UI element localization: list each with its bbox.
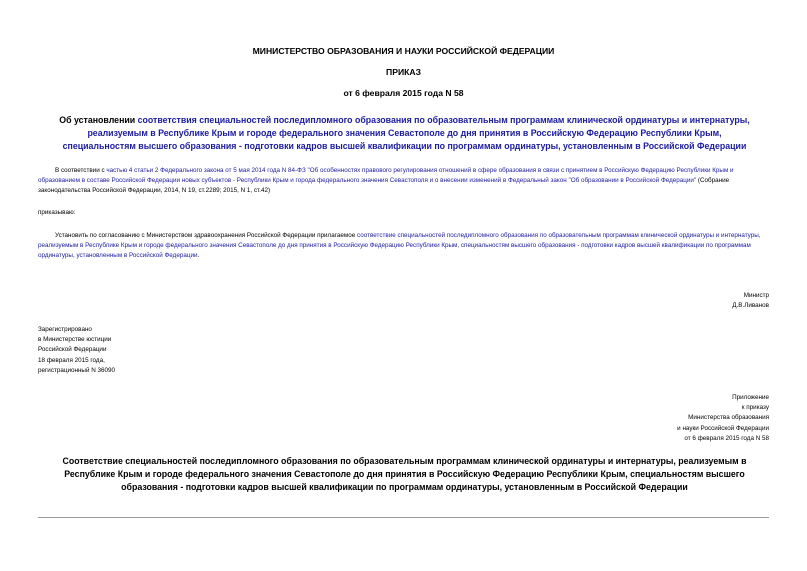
appendix-line: от 6 февраля 2015 года N 58 [684, 434, 769, 442]
order-date: от 6 февраля 2015 года N 58 [343, 88, 464, 98]
preamble-suffix: (Собрание законодательства Российской Федерации, 2014, N 19, ст.2289; 2015, N 1, ст.42) [38, 177, 730, 195]
order-prefix: Установить по согласованию с Министерством здравоохранения Российской Федерации прилагаемое [55, 232, 357, 239]
signature-block [732, 291, 769, 311]
horizontal-divider [38, 517, 769, 518]
signer-position: Министр [743, 292, 769, 299]
registration-block [38, 325, 115, 376]
signer-name: Д.В.Ливанов [732, 302, 769, 310]
registration-line: в Министерстве юстиции [38, 336, 112, 344]
order-paragraph [38, 231, 770, 262]
ordered-label: приказываю: [38, 209, 76, 216]
correspondence-title: Соответствие специальностей последипломного образования по образовательным программам клинической ординатуры и интернатуры, реализуемым в Республике Крым и городе федерального значения Севастополе до дня принятия в Российскую Федерацию Республики Крым, специальностям высшего образования - подготовки кадров высшей квалификации по программам ординатуры, установленным в Российской Федерации [62, 456, 747, 492]
title-prefix: Об установлении [59, 115, 138, 125]
preamble-paragraph [38, 166, 770, 197]
registration-line: 18 февраля 2015 года, [38, 356, 105, 364]
ministry-heading: МИНИСТЕРСТВО ОБРАЗОВАНИЯ И НАУКИ РОССИЙСКОЙ ФЕДЕРАЦИИ [252, 46, 555, 56]
registration-line: Зарегистрировано [38, 326, 92, 333]
order-suffix: . [197, 252, 200, 260]
preamble-prefix: В соответствии с [55, 167, 107, 174]
registration-line: Российской Федерации [38, 346, 107, 354]
appendix-line: Министерства образования [688, 414, 769, 422]
document-title [52, 114, 757, 153]
order-label: ПРИКАЗ [386, 67, 421, 77]
appendix-block [677, 393, 769, 444]
registration-line: регистрационный N 36090 [38, 366, 116, 374]
federal-law-link[interactable]: частью 4 статьи 2 Федерального закона от 5 мая 2014 года N 84-ФЗ "Об особенностях правового регулирования отношений в сфере образования в связи с принятием в Российскую Федерацию Республики Крым и образованием в составе Российской Федерации новых субъектов - Республики Крым и города федерального значения Севастополя и о внесении изменений в Федеральный закон "Об образовании в Российской Федерации" [38, 167, 734, 185]
appendix-line: к приказу [741, 404, 769, 412]
appendix-line: и науки Российской Федерации [677, 424, 769, 432]
appendix-line: Приложение [732, 394, 769, 401]
correspondence-link[interactable]: соответствие специальностей последипломного образования по образовательным программам клинической ординатуры и интернатуры, реализуемым в Республике Крым и городе федерального значения Севастополе до дня принятия в Российскую Федерацию Республики Крым, специальностям высшего образования - подготовки кадров высшей квалификации по программам ординатуры, установленным в Российской Федерации [38, 232, 761, 260]
title-link[interactable]: соответствия специальностей последипломного образования по образовательным программам клинической ординатуры и интернатуры, реализуемым в Республике Крым и городе федерального значения Севастополе до дня принятия в Российскую Федерацию Республики Крым, специальностям высшего образования - подготовки кадров высшей квалификации по программам ординатуры, установленным в Российской Федерации [62, 115, 750, 151]
